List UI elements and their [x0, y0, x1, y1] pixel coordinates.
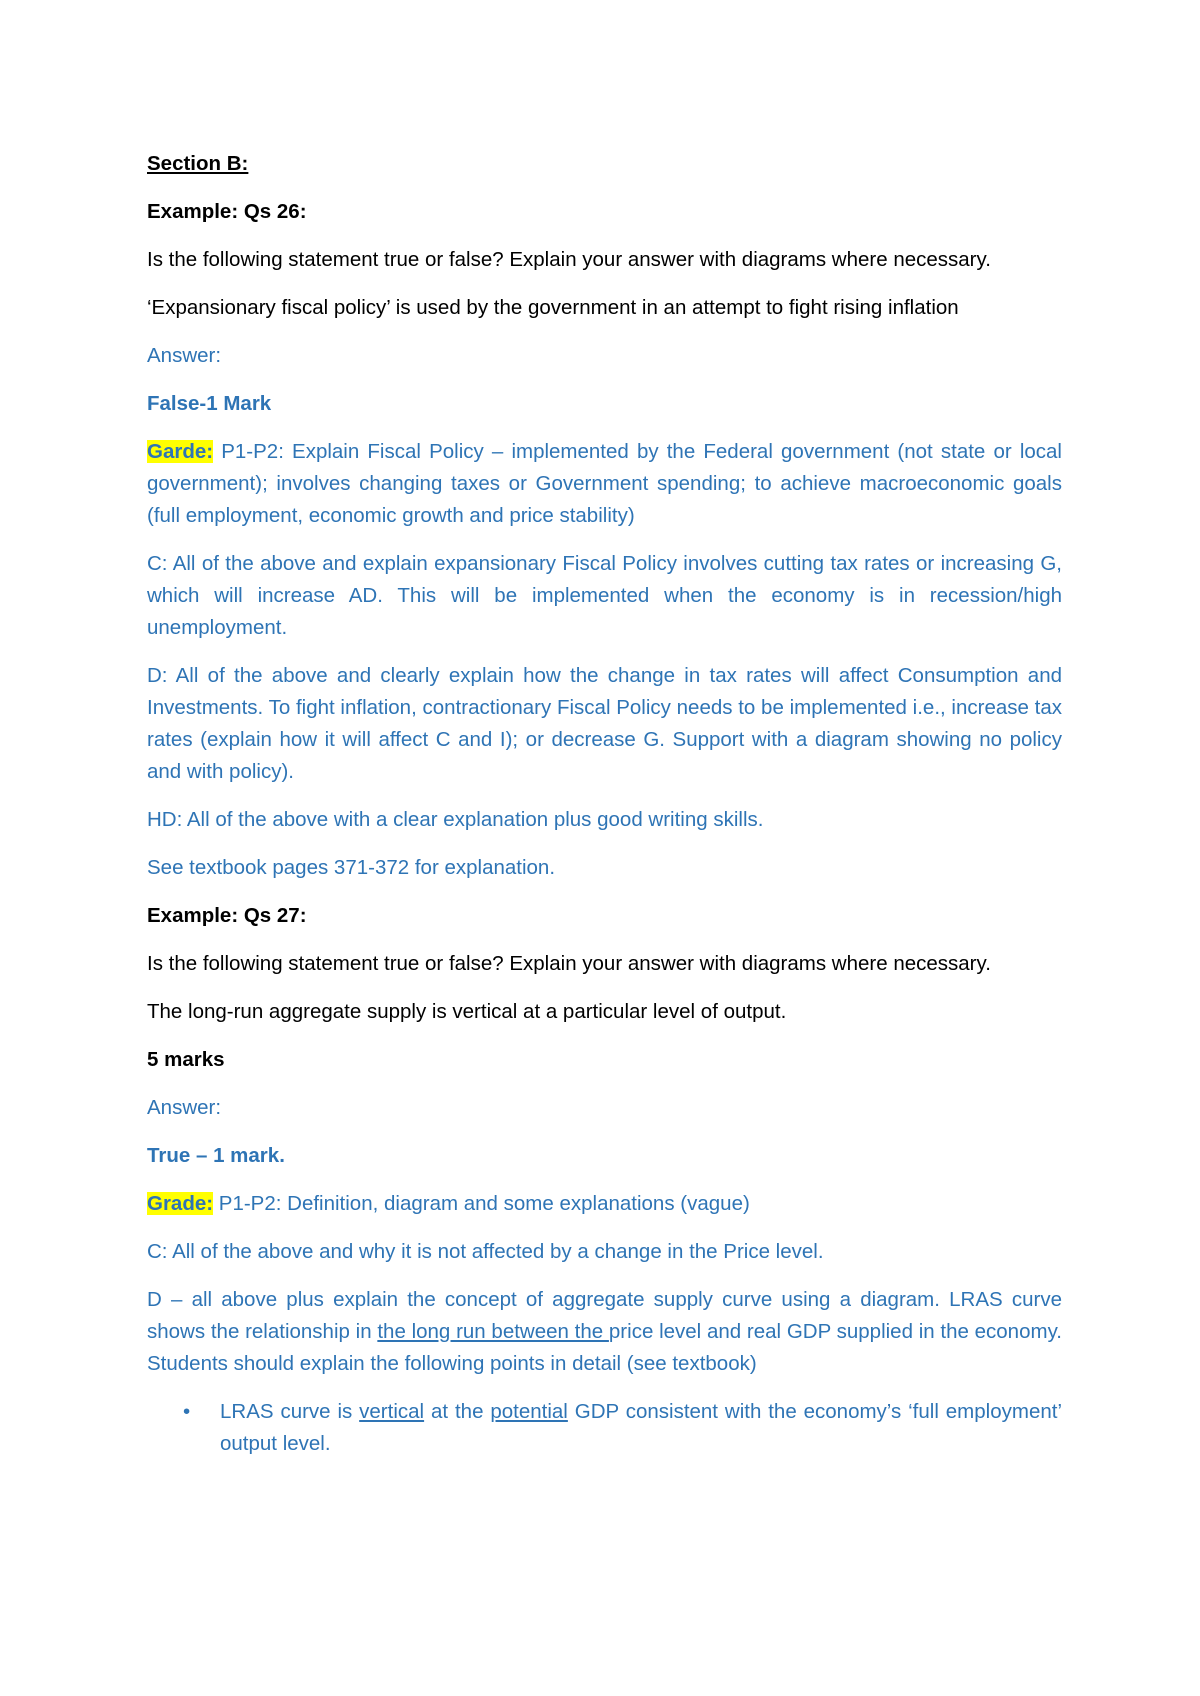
q27-grade-d-text-1: D – all above plus explain the concept of aggregate supply curve using a diagram. LRAS curve shows the relationship in [147, 1288, 1062, 1343]
q27-grade-p [147, 1188, 1062, 1220]
q27-label: Example: Qs 27: [147, 904, 307, 927]
q26-grade-c: C: All of the above and explain expansionary Fiscal Policy involves cutting tax rates or increasing G, which will increase AD. This will be implemented when the economy is in recession/high unemployment. [147, 552, 1062, 639]
q27-prompt: Is the following statement true or false? Explain your answer with diagrams where necessary. [147, 952, 991, 975]
document-page [147, 148, 1062, 1460]
q27-grade-d-text-2: price level and real GDP supplied in the economy. Students should explain the following points in detail (see textbook) [147, 1320, 1062, 1375]
q26-grade-p [147, 436, 1062, 532]
q26-grade-p-text: P1-P2: Explain Fiscal Policy – implemented by the Federal government (not state or local government); involves changing taxes or Government spending; to achieve macroeconomic goals (full employment, economic growth and price stability) [147, 440, 1062, 527]
q27-grade-label: Grade: [147, 1192, 214, 1215]
bullet-text-2: at the [424, 1400, 491, 1423]
q26-grade-label: Garde: [147, 440, 214, 463]
q26-statement: ‘Expansionary fiscal policy’ is used by the government in an attempt to fight rising inflation [147, 296, 959, 319]
q26-grade-d: D: All of the above and clearly explain how the change in tax rates will affect Consumption and Investments. To fight inflation, contractionary Fiscal Policy needs to be implemented i.e., increase tax rates (explain how it will affect C and I); or decrease G. Support with a diagram showing no policy and with policy). [147, 664, 1062, 783]
list-item [147, 1396, 1062, 1460]
q27-marks: 5 marks [147, 1048, 225, 1071]
bullet-underlined-potential: potential [490, 1400, 568, 1423]
section-title: Section B: [147, 152, 249, 175]
q27-bullet-list [147, 1396, 1062, 1460]
q26-answer-value: False-1 Mark [147, 392, 272, 415]
q27-answer-label: Answer: [147, 1096, 222, 1119]
q26-label: Example: Qs 26: [147, 200, 307, 223]
q27-grade-p-text: P1-P2: Definition, diagram and some explanations (vague) [213, 1192, 750, 1215]
bullet-text-1: LRAS curve is [220, 1400, 360, 1423]
bullet-marker: • [183, 1400, 191, 1423]
q27-answer-value: True – 1 mark. [147, 1144, 285, 1167]
q26-answer-label: Answer: [147, 344, 222, 367]
q27-grade-d [147, 1284, 1062, 1380]
q26-reference: See textbook pages 371-372 for explanation. [147, 856, 556, 879]
bullet-text-3: GDP consistent with the economy’s ‘full employment’ output level. [220, 1400, 1062, 1455]
bullet-underlined-vertical: vertical [359, 1400, 425, 1423]
q26-prompt: Is the following statement true or false? Explain your answer with diagrams where necessary. [147, 248, 991, 271]
q26-grade-hd: HD: All of the above with a clear explanation plus good writing skills. [147, 808, 764, 831]
q27-grade-d-underlined: the long run between the [377, 1320, 609, 1343]
q27-statement: The long-run aggregate supply is vertical at a particular level of output. [147, 1000, 787, 1023]
q27-grade-c: C: All of the above and why it is not affected by a change in the Price level. [147, 1240, 824, 1263]
